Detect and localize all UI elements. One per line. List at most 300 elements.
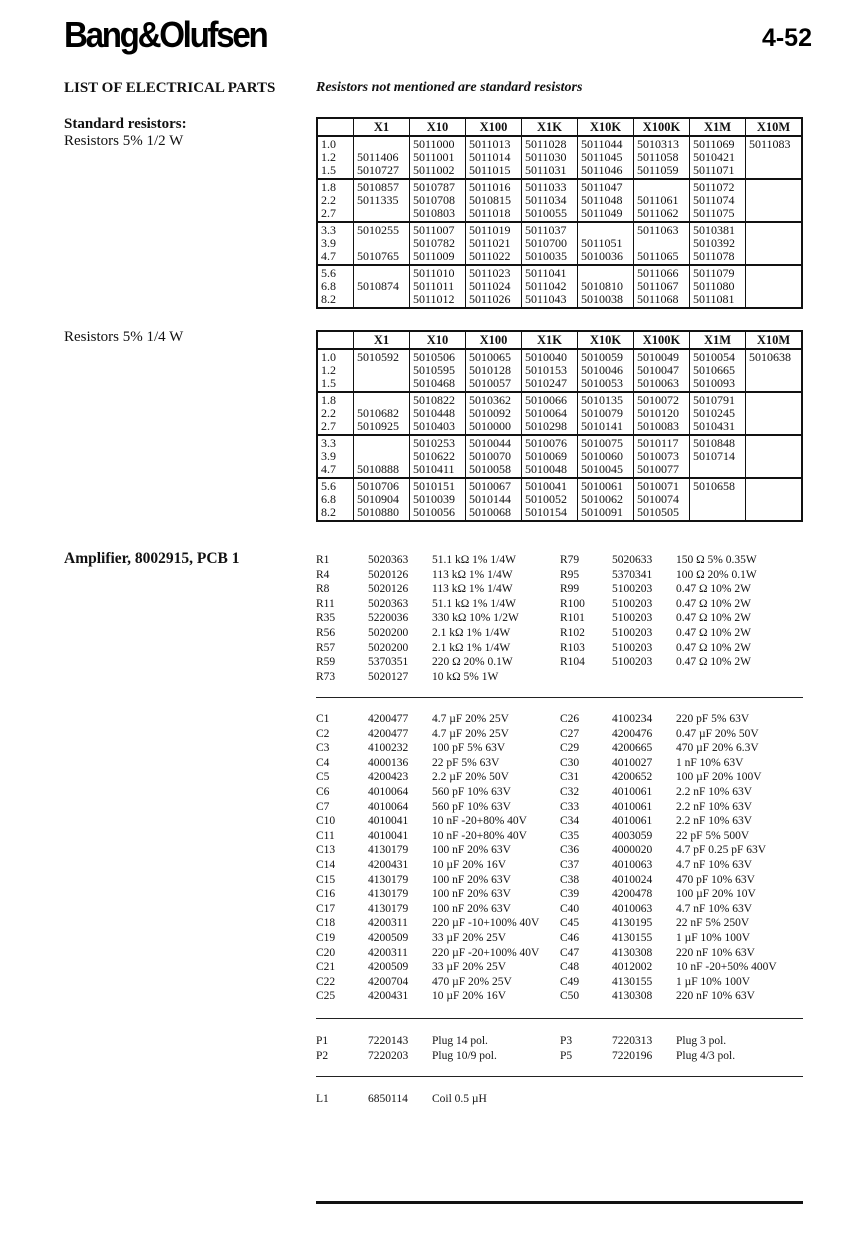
part-number: 5011024 bbox=[466, 280, 522, 293]
resistance-value: 1.5 bbox=[317, 164, 354, 179]
part-reference: C37 bbox=[560, 858, 580, 871]
part-number: 5011028 bbox=[522, 136, 578, 151]
part-number: 4200652 bbox=[612, 771, 653, 784]
part-reference: R79 bbox=[560, 554, 580, 566]
list-item bbox=[316, 829, 804, 844]
part-number: 5011078 bbox=[690, 250, 746, 265]
part-reference: R56 bbox=[316, 626, 336, 639]
part-number: 5011069 bbox=[690, 136, 746, 151]
column-header: X10K bbox=[578, 118, 634, 136]
list-note: Resistors not mentioned are standard resistors bbox=[316, 80, 583, 95]
part-number bbox=[746, 151, 803, 164]
resistance-value: 8.2 bbox=[317, 506, 354, 521]
part-number: 5011042 bbox=[522, 280, 578, 293]
part-number: 5010036 bbox=[578, 250, 634, 265]
part-reference: R1 bbox=[316, 554, 330, 566]
table-row bbox=[317, 377, 802, 392]
part-number: 5010046 bbox=[578, 364, 634, 377]
part-number: 5011014 bbox=[466, 151, 522, 164]
part-number: 5010135 bbox=[578, 392, 634, 407]
part-number: 7220313 bbox=[612, 1035, 653, 1047]
part-number: 5010047 bbox=[634, 364, 690, 377]
part-description: 0.47 Ω 10% 2W bbox=[676, 597, 751, 610]
part-number: 5010857 bbox=[354, 179, 410, 194]
part-number bbox=[354, 136, 410, 151]
part-number: 5010658 bbox=[690, 478, 746, 493]
list-item bbox=[316, 641, 804, 656]
part-entry bbox=[316, 785, 560, 800]
part-number: 5011022 bbox=[466, 250, 522, 265]
part-number: 4200477 bbox=[368, 713, 409, 725]
resistance-value: 2.2 bbox=[317, 407, 354, 420]
part-reference: C20 bbox=[316, 946, 336, 959]
part-entry bbox=[316, 931, 560, 946]
part-entry bbox=[560, 887, 804, 902]
part-number: 5011013 bbox=[466, 136, 522, 151]
part-number: 5010060 bbox=[578, 450, 634, 463]
part-description: 2.2 nF 10% 63V bbox=[676, 800, 753, 813]
part-entry bbox=[316, 553, 560, 568]
part-number: 5011034 bbox=[522, 194, 578, 207]
part-entry bbox=[560, 989, 804, 1004]
part-entry bbox=[560, 655, 804, 670]
column-header bbox=[317, 118, 354, 136]
resistance-value: 2.7 bbox=[317, 420, 354, 435]
part-entry bbox=[316, 1034, 560, 1049]
divider bbox=[316, 697, 803, 698]
part-number bbox=[746, 207, 803, 222]
column-header: X10M bbox=[746, 118, 803, 136]
part-entry bbox=[560, 1049, 804, 1064]
part-number: 5011009 bbox=[410, 250, 466, 265]
part-entry bbox=[560, 553, 804, 568]
part-number: 4130179 bbox=[368, 844, 409, 857]
part-number: 5010079 bbox=[578, 407, 634, 420]
part-number: 5010049 bbox=[634, 349, 690, 364]
part-number: 5010595 bbox=[410, 364, 466, 377]
part-entry bbox=[560, 611, 804, 626]
part-reference: C34 bbox=[560, 815, 580, 828]
part-entry bbox=[316, 916, 560, 931]
part-number: 5011068 bbox=[634, 293, 690, 308]
part-description: Plug 3 pol. bbox=[676, 1035, 727, 1047]
part-reference: C46 bbox=[560, 931, 580, 944]
part-entry bbox=[560, 843, 804, 858]
part-number: 5011030 bbox=[522, 151, 578, 164]
part-number: 5011000 bbox=[410, 136, 466, 151]
part-number: 5010622 bbox=[410, 450, 466, 463]
part-number: 5011046 bbox=[578, 164, 634, 179]
part-reference: C18 bbox=[316, 917, 336, 930]
column-header: X10 bbox=[410, 331, 466, 349]
part-number: 5020363 bbox=[368, 554, 409, 566]
part-description: 33 µF 20% 25V bbox=[432, 961, 507, 974]
part-number bbox=[746, 222, 803, 237]
part-number: 5010848 bbox=[690, 435, 746, 450]
part-entry bbox=[316, 800, 560, 815]
part-number: 5020127 bbox=[368, 670, 409, 683]
part-number: 5010068 bbox=[466, 506, 522, 521]
column-header: X100K bbox=[634, 331, 690, 349]
part-number: 5011016 bbox=[466, 179, 522, 194]
part-number: 5011081 bbox=[690, 293, 746, 308]
part-number: 5010700 bbox=[522, 237, 578, 250]
part-number: 5010822 bbox=[410, 392, 466, 407]
part-number: 7220143 bbox=[368, 1035, 409, 1047]
part-number: 5010069 bbox=[522, 450, 578, 463]
part-number bbox=[746, 250, 803, 265]
part-description: 22 nF 5% 250V bbox=[676, 917, 750, 930]
part-number: 5010638 bbox=[746, 349, 803, 364]
part-number: 5020126 bbox=[368, 583, 409, 596]
table-row bbox=[317, 136, 802, 151]
part-number: 5010708 bbox=[410, 194, 466, 207]
part-entry bbox=[560, 916, 804, 931]
part-reference: C26 bbox=[560, 713, 580, 725]
table-row bbox=[317, 207, 802, 222]
part-number: 5010117 bbox=[634, 435, 690, 450]
list-item bbox=[316, 843, 804, 858]
part-number: 5011072 bbox=[690, 179, 746, 194]
part-number: 5010052 bbox=[522, 493, 578, 506]
part-number: 5011071 bbox=[690, 164, 746, 179]
part-description: 10 nF -20+80% 40V bbox=[432, 815, 527, 828]
part-number: 5011007 bbox=[410, 222, 466, 237]
part-number bbox=[354, 392, 410, 407]
part-reference: R73 bbox=[316, 670, 336, 683]
part-number: 5010091 bbox=[578, 506, 634, 521]
list-item bbox=[316, 916, 804, 931]
part-number: 5011041 bbox=[522, 265, 578, 280]
part-number: 4010064 bbox=[368, 800, 409, 813]
part-description: 2.2 nF 10% 63V bbox=[676, 785, 753, 798]
column-header bbox=[317, 331, 354, 349]
part-number: 4003059 bbox=[612, 829, 653, 842]
table-row bbox=[317, 265, 802, 280]
part-number: 5010066 bbox=[522, 392, 578, 407]
part-description: 100 nF 20% 63V bbox=[432, 888, 511, 901]
list-item bbox=[316, 960, 804, 975]
part-number: 4200477 bbox=[368, 727, 409, 740]
part-number: 5010045 bbox=[578, 463, 634, 478]
part-number: 4200311 bbox=[368, 917, 408, 930]
part-number: 5010061 bbox=[578, 478, 634, 493]
table-header-row bbox=[317, 331, 802, 349]
part-number bbox=[746, 280, 803, 293]
part-number: 5010154 bbox=[522, 506, 578, 521]
table-row bbox=[317, 164, 802, 179]
part-number: 5011045 bbox=[578, 151, 634, 164]
part-number: 5100203 bbox=[612, 583, 653, 596]
part-description: 220 nF 10% 63V bbox=[676, 946, 755, 959]
part-number: 5010048 bbox=[522, 463, 578, 478]
part-entry bbox=[316, 756, 560, 771]
column-header: X10 bbox=[410, 118, 466, 136]
part-number: 5010063 bbox=[634, 377, 690, 392]
page-bottom-rule bbox=[316, 1201, 803, 1204]
part-entry bbox=[560, 641, 804, 656]
list-item bbox=[316, 712, 804, 727]
resistance-value: 2.7 bbox=[317, 207, 354, 222]
part-entry bbox=[560, 975, 804, 990]
part-number: 5010062 bbox=[578, 493, 634, 506]
part-description: 100 nF 20% 63V bbox=[432, 844, 511, 857]
part-number: 5010468 bbox=[410, 377, 466, 392]
part-number: 5011061 bbox=[634, 194, 690, 207]
part-entry bbox=[316, 741, 560, 756]
part-number: 5010874 bbox=[354, 280, 410, 293]
part-number: 5100203 bbox=[612, 656, 653, 669]
part-entry bbox=[560, 670, 804, 685]
part-number: 4130308 bbox=[612, 990, 653, 1003]
column-header: X1M bbox=[690, 118, 746, 136]
list-item bbox=[316, 597, 804, 612]
part-number: 5010093 bbox=[690, 377, 746, 392]
part-number: 4012002 bbox=[612, 961, 653, 974]
part-number: 5011083 bbox=[746, 136, 803, 151]
part-number: 5220036 bbox=[368, 612, 409, 625]
table-row bbox=[317, 435, 802, 450]
part-number: 5010381 bbox=[690, 222, 746, 237]
part-description: 51.1 kΩ 1% 1/4W bbox=[432, 554, 516, 566]
part-number: 5010765 bbox=[354, 250, 410, 265]
part-number bbox=[746, 407, 803, 420]
column-header: X1 bbox=[354, 118, 410, 136]
part-number: 5011051 bbox=[578, 237, 634, 250]
part-reference: C3 bbox=[316, 742, 330, 755]
part-number: 4200509 bbox=[368, 961, 409, 974]
part-number: 5010153 bbox=[522, 364, 578, 377]
resistance-value: 2.2 bbox=[317, 194, 354, 207]
list-item bbox=[316, 741, 804, 756]
list-item bbox=[316, 655, 804, 670]
part-reference: P2 bbox=[316, 1049, 329, 1062]
part-reference: C7 bbox=[316, 800, 330, 813]
part-number: 4100234 bbox=[612, 713, 653, 725]
part-number bbox=[746, 506, 803, 521]
resistance-value: 6.8 bbox=[317, 493, 354, 506]
column-header: X100 bbox=[466, 118, 522, 136]
part-number: 4100232 bbox=[368, 742, 409, 755]
part-number: 5010782 bbox=[410, 237, 466, 250]
part-number: 5010803 bbox=[410, 207, 466, 222]
table-row bbox=[317, 250, 802, 265]
part-description: 1 nF 10% 63V bbox=[676, 756, 744, 769]
table-row bbox=[317, 463, 802, 478]
part-reference: R103 bbox=[560, 641, 585, 654]
part-number: 4130179 bbox=[368, 873, 409, 886]
part-reference: C11 bbox=[316, 829, 335, 842]
part-number: 5010073 bbox=[634, 450, 690, 463]
part-number bbox=[746, 478, 803, 493]
part-number: 5010075 bbox=[578, 435, 634, 450]
part-reference: C22 bbox=[316, 975, 336, 988]
part-number: 5010120 bbox=[634, 407, 690, 420]
resistance-value: 1.5 bbox=[317, 377, 354, 392]
part-number: 4010041 bbox=[368, 829, 409, 842]
part-description: 2.1 kΩ 1% 1/4W bbox=[432, 626, 511, 639]
part-number bbox=[578, 222, 634, 237]
part-number: 5011031 bbox=[522, 164, 578, 179]
part-number bbox=[690, 463, 746, 478]
part-number bbox=[354, 265, 410, 280]
part-description: 470 µF 20% 6.3V bbox=[676, 742, 759, 755]
part-description: 51.1 kΩ 1% 1/4W bbox=[432, 597, 516, 610]
part-number: 4010041 bbox=[368, 815, 409, 828]
list-item bbox=[316, 800, 804, 815]
part-entry bbox=[316, 989, 560, 1004]
part-entry bbox=[560, 931, 804, 946]
part-description: 10 µF 20% 16V bbox=[432, 858, 507, 871]
part-entry bbox=[560, 785, 804, 800]
part-entry bbox=[560, 800, 804, 815]
part-number: 5010706 bbox=[354, 478, 410, 493]
part-number: 5010421 bbox=[690, 151, 746, 164]
part-number: 5010054 bbox=[690, 349, 746, 364]
part-number: 4010061 bbox=[612, 815, 653, 828]
part-reference: R4 bbox=[316, 568, 330, 581]
part-reference: C13 bbox=[316, 844, 336, 857]
part-reference: R104 bbox=[560, 656, 585, 669]
part-description: 10 nF -20+50% 400V bbox=[676, 961, 777, 974]
part-number: 5011015 bbox=[466, 164, 522, 179]
resistors-half-watt-label: Resistors 5% 1/2 W bbox=[64, 133, 184, 149]
part-number: 5010815 bbox=[466, 194, 522, 207]
part-description: 10 µF 20% 16V bbox=[432, 990, 507, 1003]
part-reference: C50 bbox=[560, 990, 580, 1003]
part-description: 0.47 µF 20% 50V bbox=[676, 727, 759, 740]
part-number: 4010024 bbox=[612, 873, 653, 886]
part-number: 5010665 bbox=[690, 364, 746, 377]
part-number bbox=[746, 450, 803, 463]
part-entry bbox=[560, 814, 804, 829]
part-number bbox=[746, 265, 803, 280]
part-number: 5010092 bbox=[466, 407, 522, 420]
part-number: 5011043 bbox=[522, 293, 578, 308]
part-number: 5010787 bbox=[410, 179, 466, 194]
part-number bbox=[354, 364, 410, 377]
amplifier-coils-list bbox=[316, 1092, 804, 1107]
table-row bbox=[317, 222, 802, 237]
part-reference: R8 bbox=[316, 583, 330, 596]
divider bbox=[316, 1018, 803, 1019]
part-number: 5011059 bbox=[634, 164, 690, 179]
part-reference: C36 bbox=[560, 844, 580, 857]
part-number: 5010035 bbox=[522, 250, 578, 265]
part-number: 5011074 bbox=[690, 194, 746, 207]
part-reference: C10 bbox=[316, 815, 336, 828]
part-reference: C45 bbox=[560, 917, 580, 930]
part-number: 4200478 bbox=[612, 888, 653, 901]
table-row bbox=[317, 179, 802, 194]
part-number bbox=[746, 392, 803, 407]
part-number: 5010505 bbox=[634, 506, 690, 521]
part-entry bbox=[560, 829, 804, 844]
part-entry bbox=[316, 597, 560, 612]
part-reference: R57 bbox=[316, 641, 336, 654]
part-description: 100 Ω 20% 0.1W bbox=[676, 568, 757, 581]
part-number: 5011044 bbox=[578, 136, 634, 151]
part-number: 5011018 bbox=[466, 207, 522, 222]
part-description: 100 pF 5% 63V bbox=[432, 742, 506, 755]
part-number: 5010083 bbox=[634, 420, 690, 435]
part-description: Plug 4/3 pol. bbox=[676, 1049, 736, 1062]
part-number: 5010880 bbox=[354, 506, 410, 521]
part-number: 4010063 bbox=[612, 902, 653, 915]
part-number bbox=[690, 493, 746, 506]
part-reference: C38 bbox=[560, 873, 580, 886]
part-number: 5010070 bbox=[466, 450, 522, 463]
amplifier-label: Amplifier, 8002915, PCB 1 bbox=[64, 550, 240, 567]
part-description: 0.47 Ω 10% 2W bbox=[676, 612, 751, 625]
resistance-value: 5.6 bbox=[317, 265, 354, 280]
part-entry bbox=[316, 582, 560, 597]
column-header: X1K bbox=[522, 118, 578, 136]
part-description: 0.47 Ω 10% 2W bbox=[676, 583, 751, 596]
list-item bbox=[316, 946, 804, 961]
part-number: 5010592 bbox=[354, 349, 410, 364]
part-description: 560 pF 10% 63V bbox=[432, 785, 511, 798]
part-number: 5010448 bbox=[410, 407, 466, 420]
part-number: 5011047 bbox=[578, 179, 634, 194]
part-number: 4010063 bbox=[612, 858, 653, 871]
part-number: 4010064 bbox=[368, 785, 409, 798]
part-number: 5010151 bbox=[410, 478, 466, 493]
part-reference: C1 bbox=[316, 713, 330, 725]
part-number: 5370351 bbox=[368, 656, 409, 669]
part-description: 560 pF 10% 63V bbox=[432, 800, 511, 813]
part-entry bbox=[560, 873, 804, 888]
list-item bbox=[316, 626, 804, 641]
part-entry bbox=[560, 946, 804, 961]
part-number: 4200423 bbox=[368, 771, 409, 784]
part-number: 5011033 bbox=[522, 179, 578, 194]
part-reference: R102 bbox=[560, 626, 585, 639]
resistance-value: 5.6 bbox=[317, 478, 354, 493]
part-number: 5010040 bbox=[522, 349, 578, 364]
part-number: 4200311 bbox=[368, 946, 408, 959]
part-entry bbox=[560, 1034, 804, 1049]
part-number: 5010362 bbox=[466, 392, 522, 407]
part-number bbox=[354, 293, 410, 308]
part-reference: C40 bbox=[560, 902, 580, 915]
table-row bbox=[317, 293, 802, 308]
part-number bbox=[746, 377, 803, 392]
part-description: 220 nF 10% 63V bbox=[676, 990, 755, 1003]
part-number: 5010888 bbox=[354, 463, 410, 478]
part-number bbox=[578, 265, 634, 280]
part-description: 0.47 Ω 10% 2W bbox=[676, 626, 751, 639]
part-entry bbox=[316, 873, 560, 888]
part-number bbox=[634, 179, 690, 194]
part-number: 5010076 bbox=[522, 435, 578, 450]
part-number bbox=[746, 237, 803, 250]
part-number: 4200431 bbox=[368, 858, 409, 871]
table-row bbox=[317, 420, 802, 435]
resistance-value: 1.0 bbox=[317, 349, 354, 364]
part-description: 4.7 nF 10% 63V bbox=[676, 902, 753, 915]
part-number: 5010791 bbox=[690, 392, 746, 407]
part-reference: R11 bbox=[316, 597, 335, 610]
part-reference: C16 bbox=[316, 888, 336, 901]
part-number: 4200476 bbox=[612, 727, 653, 740]
list-item bbox=[316, 1034, 804, 1049]
part-number: 5011023 bbox=[466, 265, 522, 280]
resistance-value: 1.8 bbox=[317, 392, 354, 407]
list-title: LIST OF ELECTRICAL PARTS bbox=[64, 80, 276, 96]
part-number: 5010000 bbox=[466, 420, 522, 435]
table-row bbox=[317, 349, 802, 364]
